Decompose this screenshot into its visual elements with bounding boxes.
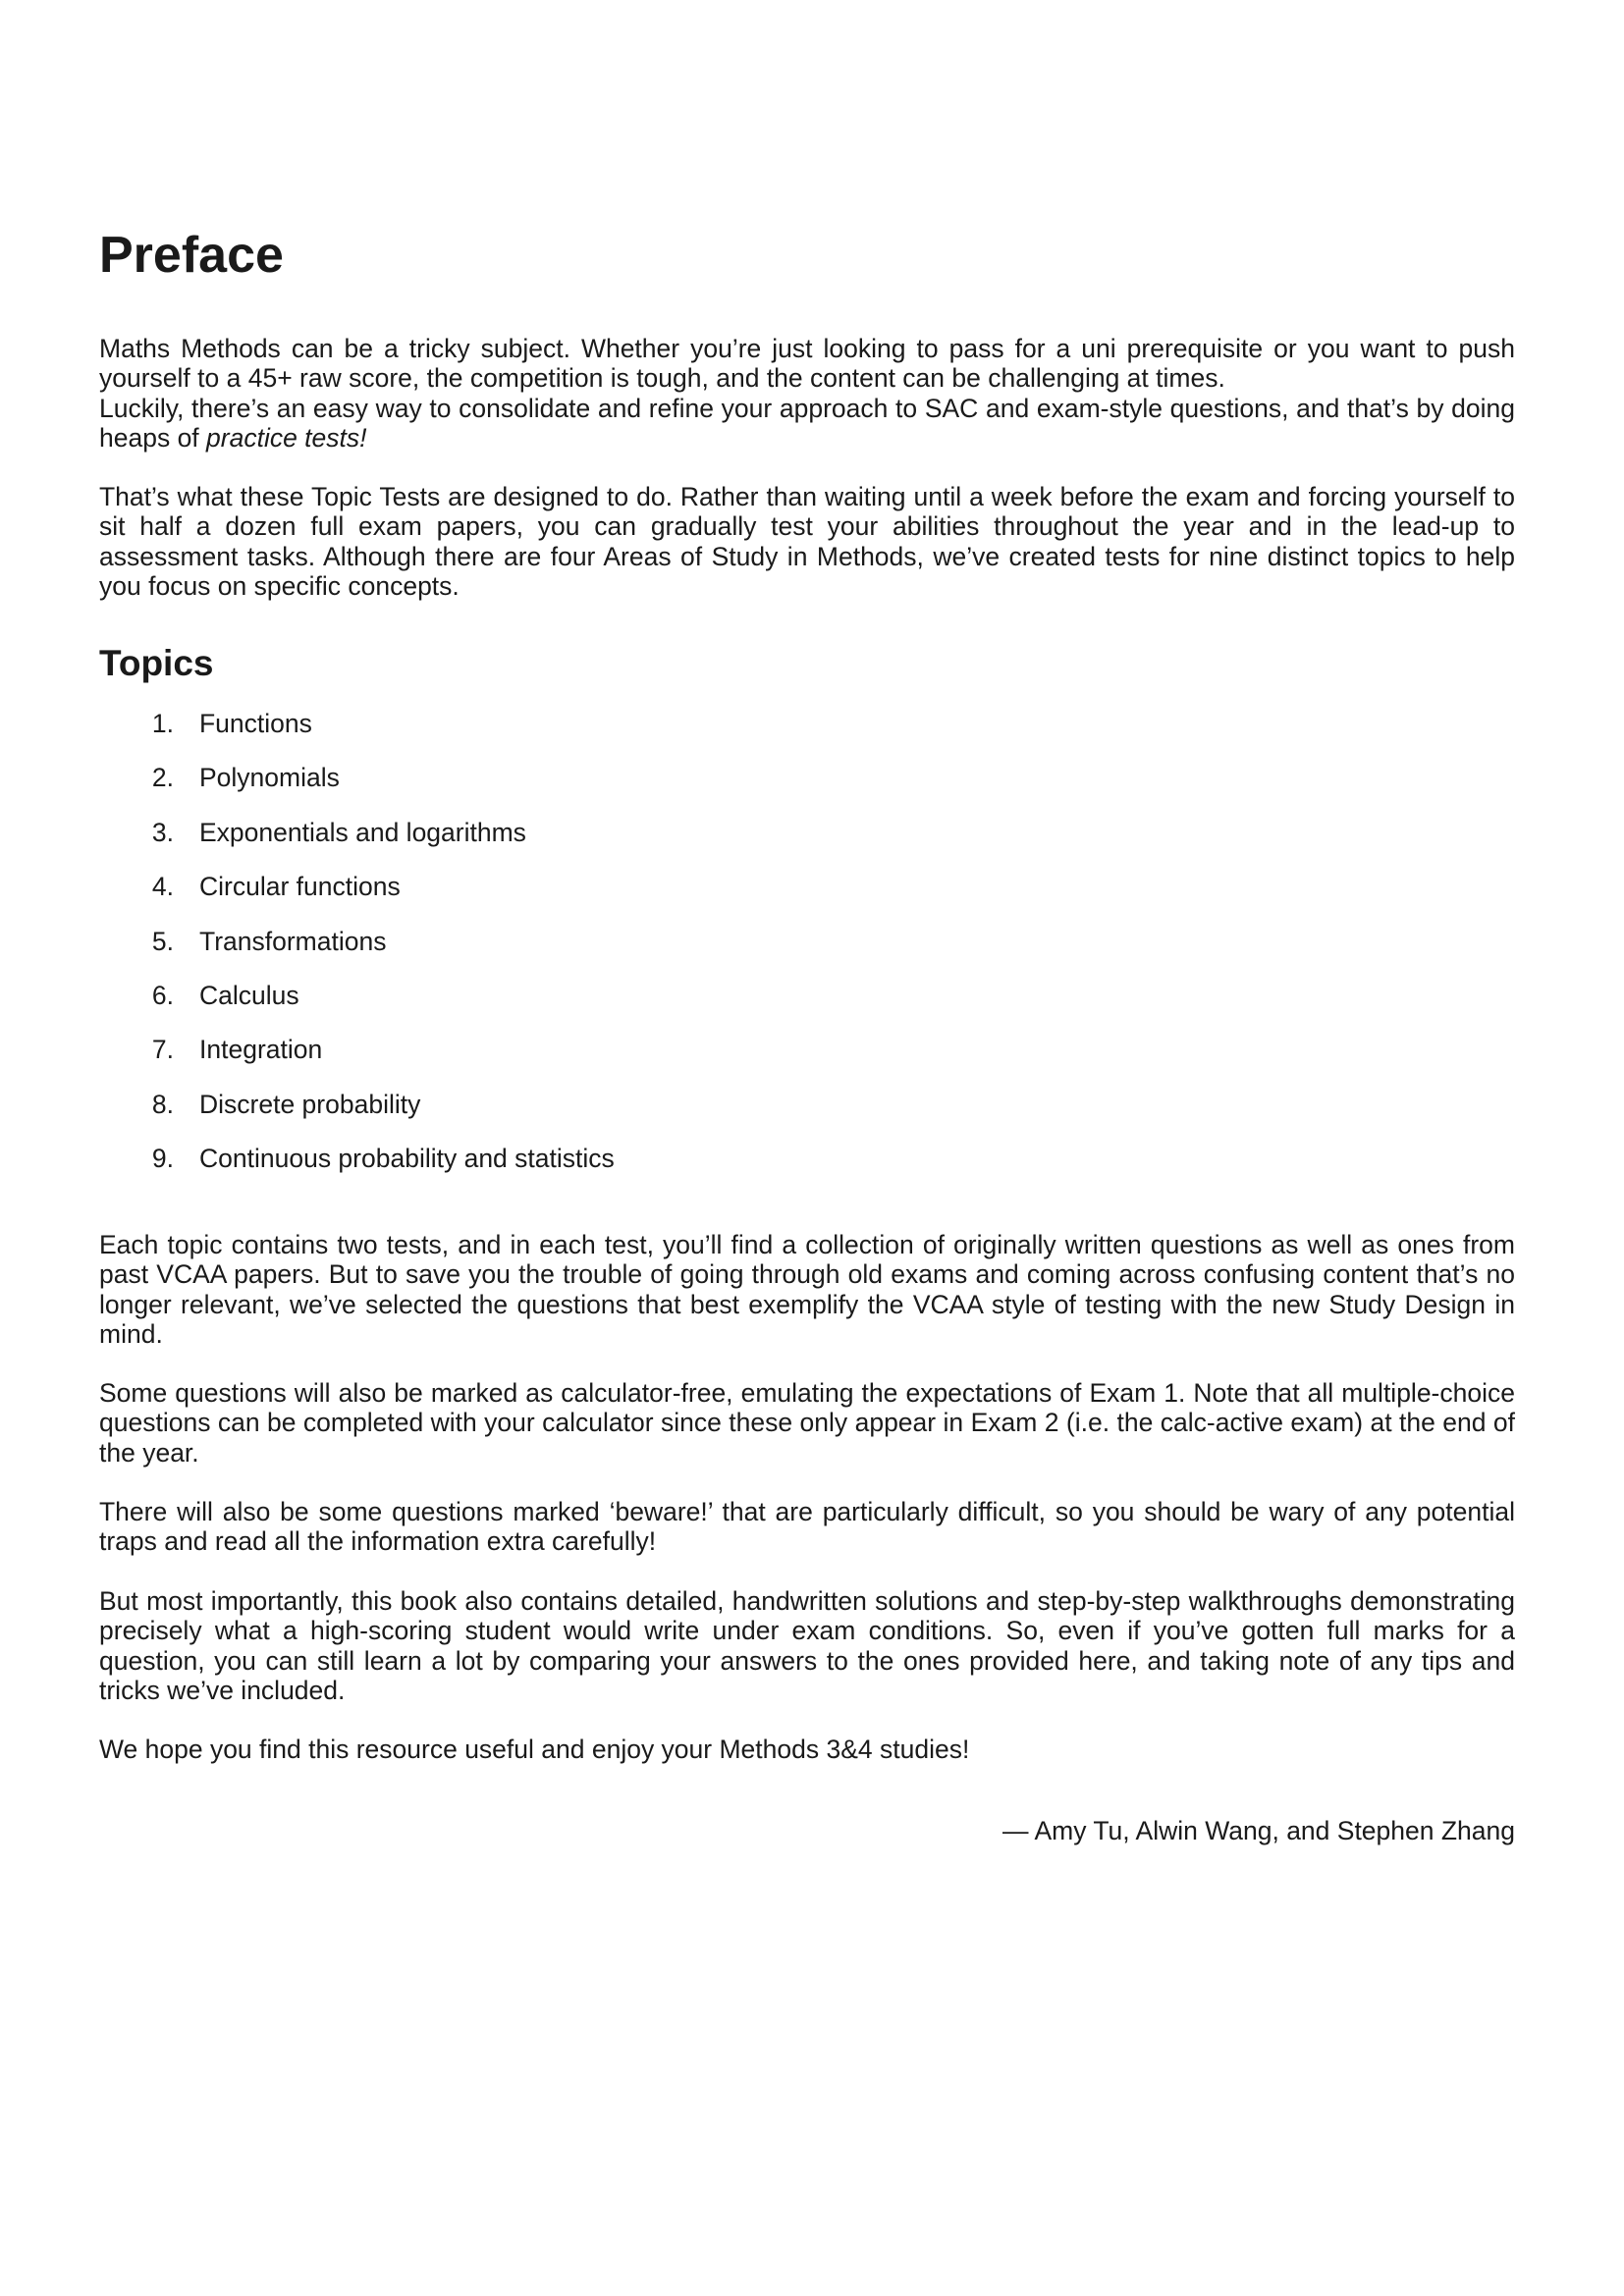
body-paragraph-6 bbox=[99, 1586, 1515, 1705]
topics-list bbox=[99, 709, 615, 1199]
list-item bbox=[99, 818, 615, 872]
list-item bbox=[99, 981, 615, 1035]
body-paragraph-5-text: There will also be some questions marked ‘beware!’ that are particularly difficult, so you should be wary of any potential traps and read all the information extra carefully! bbox=[99, 1497, 1515, 1557]
body-paragraph-7 bbox=[99, 1735, 1515, 1764]
list-item bbox=[99, 709, 615, 763]
page-title: Preface bbox=[99, 227, 284, 284]
body-paragraph-4-text: Some questions will also be marked as calculator-free, emulating the expectations of Exam 1. Note that all multiple-choice questions can be completed with your calculator since these only appear in Exam 2 (i.e. the calc-active exam) at the end of the year. bbox=[99, 1378, 1515, 1468]
list-number: 9. bbox=[151, 1144, 174, 1174]
list-label: Integration bbox=[199, 1035, 323, 1065]
list-item bbox=[99, 872, 615, 926]
list-item bbox=[99, 1035, 615, 1089]
list-label: Circular functions bbox=[199, 872, 401, 902]
list-number: 3. bbox=[151, 817, 174, 847]
list-number: 5. bbox=[151, 926, 174, 956]
body-paragraph-4 bbox=[99, 1378, 1515, 1468]
list-number: 6. bbox=[151, 980, 174, 1010]
topics-heading: Topics bbox=[99, 643, 214, 683]
author-signature: — Amy Tu, Alwin Wang, and Stephen Zhang bbox=[1002, 1816, 1515, 1845]
intro-line-2-text: Luckily, there’s an easy way to consolidate and refine your approach to SAC and exam-style questions, and that’s by doing heaps of bbox=[99, 393, 1515, 453]
list-label: Continuous probability and statistics bbox=[199, 1144, 615, 1174]
list-number: 8. bbox=[151, 1089, 174, 1119]
list-number: 1. bbox=[151, 709, 174, 738]
list-number: 4. bbox=[151, 872, 174, 902]
intro-line-2 bbox=[99, 394, 1515, 454]
list-number: 7. bbox=[151, 1035, 174, 1065]
practice-tests-emphasis: practice tests! bbox=[206, 422, 367, 453]
list-label: Calculus bbox=[199, 980, 299, 1010]
list-number: 2. bbox=[151, 763, 174, 793]
body-paragraph-7-text: We hope you find this resource useful and enjoy your Methods 3&4 studies! bbox=[99, 1735, 970, 1764]
body-paragraph-5 bbox=[99, 1497, 1515, 1557]
list-label: Functions bbox=[199, 709, 312, 738]
list-label: Discrete probability bbox=[199, 1089, 421, 1119]
list-item bbox=[99, 1144, 615, 1198]
body-paragraph-6-text: But most importantly, this book also contains detailed, handwritten solutions and step-by-step walkthroughs demonstrating precisely what a high-scoring student would write under exam conditions. So, even if you’ve gotten full marks for a question, you can still learn a lot by comparing your answers to the ones provided here, and taking note of any tips and tricks we’ve included. bbox=[99, 1586, 1515, 1705]
body-paragraph-3 bbox=[99, 1230, 1515, 1349]
list-label: Exponentials and logarithms bbox=[199, 817, 526, 847]
list-label: Transformations bbox=[199, 926, 387, 956]
list-label: Polynomials bbox=[199, 763, 340, 793]
intro-paragraph-2 bbox=[99, 482, 1515, 601]
intro-paragraph-1 bbox=[99, 334, 1515, 453]
list-item bbox=[99, 763, 615, 817]
intro-line-1: Maths Methods can be a tricky subject. Whether you’re just looking to pass for a uni prerequisite or you want to push yourself to a 45+ raw score, the competition is tough, and the content can be challenging at times. bbox=[99, 334, 1515, 394]
intro-paragraph-2-text: That’s what these Topic Tests are designed to do. Rather than waiting until a week before the exam and forcing yourself to sit half a dozen full exam papers, you can gradually test your abilities throughout the year and in the lead-up to assessment tasks. Although there are four Areas of Study in Methods, we’ve created tests for nine distinct topics to help you focus on specific concepts. bbox=[99, 482, 1515, 601]
list-item bbox=[99, 927, 615, 981]
body-paragraph-3-text: Each topic contains two tests, and in each test, you’ll find a collection of originally written questions as well as ones from past VCAA papers. But to save you the trouble of going through old exams and coming across confusing content that’s no longer relevant, we’ve selected the questions that best exemplify the VCAA style of testing with the new Study Design in mind. bbox=[99, 1230, 1515, 1349]
list-item bbox=[99, 1090, 615, 1144]
